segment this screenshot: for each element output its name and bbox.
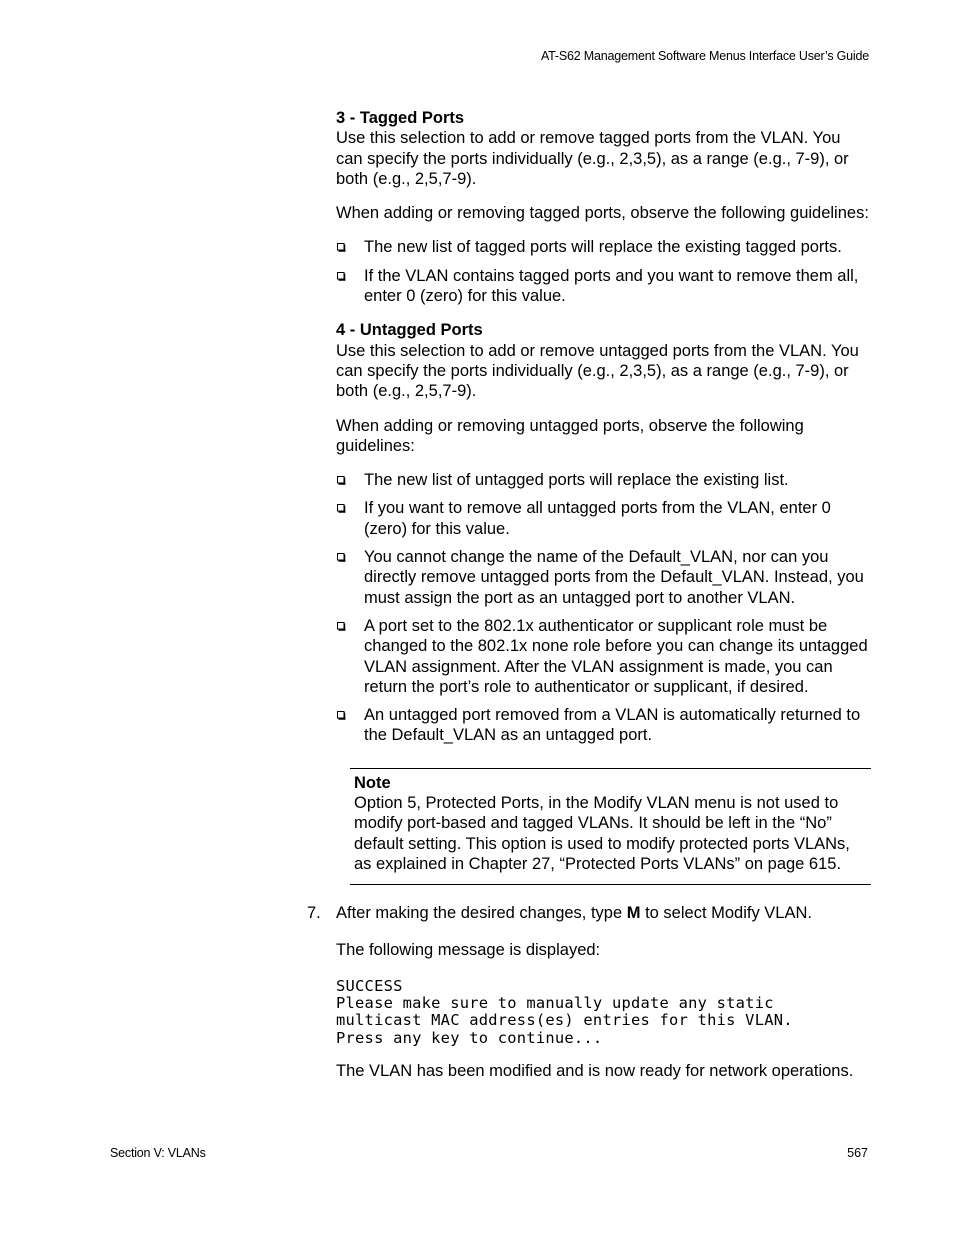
checkbox-bullet-icon (337, 272, 346, 281)
tagged-guidelines-list (336, 237, 871, 306)
list-item (336, 237, 871, 257)
tagged-ports-intro: Use this selection to add or remove tagged ports from the VLAN. You can specify the ports individually (e.g., 2,3,5), as a range (e.g., 7-9), or both (e.g., 2,5,7-9). (336, 129, 849, 188)
page-number: 567 (847, 1146, 868, 1160)
step-text-after: to select Modify VLAN. (640, 904, 812, 923)
checkbox-bullet-icon (337, 711, 346, 720)
untagged-ports-intro: Use this selection to add or remove untagged ports from the VLAN. You can specify the ports individually (e.g., 2,3,5), as a range (e.g., 7-9), or both (e.g., 2,5,7-9). (336, 341, 859, 401)
step-text-before: After making the desired changes, type (336, 904, 627, 923)
list-item-text: If you want to remove all untagged ports from the VLAN, enter 0 (zero) for this value. (364, 499, 831, 538)
checkbox-bullet-icon (337, 476, 346, 485)
list-item-text: If the VLAN contains tagged ports and you want to remove them all, enter 0 (zero) for this value. (364, 266, 859, 306)
list-item-text: You cannot change the name of the Default_VLAN, nor can you directly remove untagged ports from the Default_VLAN. Instead, you must assign the port as an untagged port to another VLAN. (364, 548, 864, 607)
checkbox-bullet-icon (337, 504, 346, 513)
list-item (336, 705, 871, 746)
untagged-guidelines-list (336, 470, 871, 746)
running-header: AT-S62 Management Software Menus Interface User’s Guide (540, 49, 869, 63)
list-item-text: A port set to the 802.1x authenticator or supplicant role must be changed to the 802.1x none role before you can change its untagged VLAN assignment. After the VLAN assignment is made, you can return the port’s role to authenticator or supplicant, if desired. (364, 616, 868, 696)
step-number: 7. (307, 904, 321, 923)
footer-section: Section V: VLANs (110, 1146, 206, 1160)
checkbox-bullet-icon (337, 553, 346, 562)
list-item (336, 470, 871, 490)
step-key: M (626, 904, 641, 923)
note-box (350, 768, 871, 885)
list-item (336, 266, 871, 307)
checkbox-bullet-icon (337, 243, 346, 252)
page-content (307, 108, 871, 1081)
checkbox-bullet-icon (337, 622, 346, 631)
list-item (336, 547, 871, 608)
list-item (336, 616, 871, 697)
step-7 (307, 903, 871, 923)
list-item-text: The new list of tagged ports will replace the existing tagged ports. (364, 238, 842, 257)
untagged-ports-heading: 4 - Untagged Ports (336, 321, 483, 340)
note-body: Option 5, Protected Ports, in the Modify VLAN menu is not used to modify port-based and tagged VLANs. It should be left in the “No” default setting. This option is used to modify protected ports VLANs, as explained in Chapter 27, “Protected Ports VLANs” on page 615. (354, 794, 850, 873)
list-item (336, 498, 871, 539)
note-title: Note (354, 773, 391, 792)
message-intro: The following message is displayed: (336, 940, 601, 959)
list-item-text: The new list of untagged ports will replace the existing list. (364, 471, 789, 490)
console-message: SUCCESS Please make sure to manually update any static multicast MAC address(es) entries for this VLAN. Press any key to continue... (336, 976, 793, 1047)
tagged-ports-heading: 3 - Tagged Ports (336, 109, 465, 127)
untagged-guidelines-intro: When adding or removing untagged ports, observe the following guidelines: (336, 416, 804, 455)
list-item-text: An untagged port removed from a VLAN is automatically returned to the Default_VLAN as an untagged port. (364, 706, 861, 745)
conclusion-text: The VLAN has been modified and is now ready for network operations. (336, 1061, 854, 1080)
tagged-guidelines-intro: When adding or removing tagged ports, observe the following guidelines: (336, 204, 869, 223)
